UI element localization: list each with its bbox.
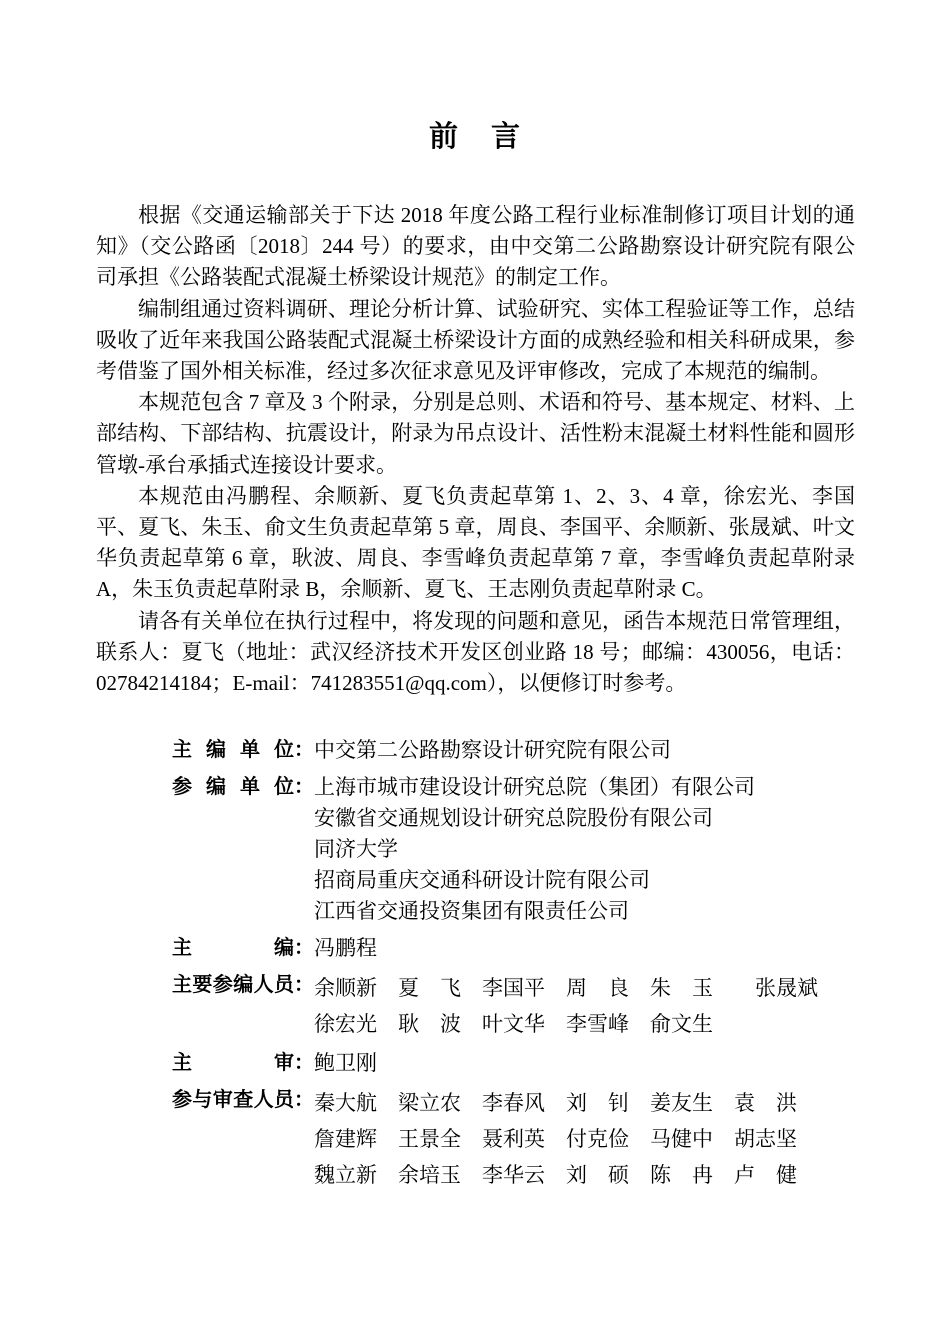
credit-colon: ： — [294, 739, 314, 762]
credit-colon: ： — [294, 1089, 314, 1112]
credit-line: 同济大学 — [314, 837, 398, 862]
credit-row-main-contributors — [172, 970, 855, 1042]
credit-colon: ： — [294, 776, 314, 799]
credit-row-chief-editing-unit — [172, 735, 855, 766]
credit-label-chief-reviewer: 主审 — [172, 1052, 294, 1075]
credit-label-chief-editing-unit: 主编单位 — [172, 739, 294, 762]
credit-line: 江西省交通投资集团有限责任公司 — [314, 899, 629, 924]
page-title: 前 言 — [428, 121, 522, 153]
credit-line: 鲍卫刚 — [314, 1051, 377, 1076]
credit-value-chief-reviewer — [314, 1048, 855, 1079]
credit-row-participating-units — [172, 772, 855, 927]
body-paragraph-2: 编制组通过资料调研、理论分析计算、试验研究、实体工程验证等工作，总结吸收了近年来我国公路装配式混凝土桥梁设计方面的成熟经验和相关科研成果，参考借鉴了国外相关标准，经过多次征求意见及评审修改，完成了本规范的编制。 — [96, 296, 855, 384]
credit-value-participating-units — [314, 772, 855, 927]
credit-line: 中交第二公路勘察设计研究院有限公司 — [314, 738, 671, 763]
credit-line: 招商局重庆交通科研设计院有限公司 — [314, 868, 650, 893]
credit-colon: ： — [294, 1052, 314, 1075]
credit-value-chief-editor — [314, 933, 855, 964]
credit-value-chief-editing-unit — [314, 735, 855, 766]
credit-colon: ： — [294, 974, 314, 997]
credit-value-review-participants — [314, 1085, 855, 1193]
credit-line: 秦大航 梁立农 李春风 刘 钊 姜友生 袁 洪 — [314, 1091, 797, 1116]
credit-line: 安徽省交通规划设计研究总院股份有限公司 — [314, 806, 713, 831]
credit-line: 魏立新 余培玉 李华云 刘 硕 陈 冉 卢 健 — [314, 1163, 797, 1188]
body-paragraph-3: 本规范包含 7 章及 3 个附录，分别是总则、术语和符号、基本规定、材料、上部结构、下部结构、抗震设计，附录为吊点设计、活性粉末混凝土材料性能和圆形管墩-承台承插式连接设计要求。 — [96, 390, 855, 477]
credit-row-review-participants — [172, 1085, 855, 1193]
body-paragraph-5: 请各有关单位在执行过程中，将发现的问题和意见，函告本规范日常管理组，联系人：夏飞（地址：武汉经济技术开发区创业路 18 号；邮编：430056，电话：02784214184；E-mail：741283551@qq.com），以便修订时参考。 — [96, 608, 855, 696]
credit-line: 余顺新 夏 飞 李国平 周 良 朱 玉 张晟斌 — [314, 976, 818, 1001]
credit-label-participating-units: 参编单位 — [172, 776, 294, 799]
credit-line: 徐宏光 耿 波 叶文华 李雪峰 俞文生 — [314, 1012, 713, 1037]
body-paragraph-4: 本规范由冯鹏程、余顺新、夏飞负责起草第 1、2、3、4 章，徐宏光、李国平、夏飞、朱玉、俞文生负责起草第 5 章，周良、李国平、余顺新、张晟斌、叶文华负责起草第 6 章，耿波、周良、李雪峰负责起草第 7 章，李雪峰负责起草附录 A，朱玉负责起草附录 B，余顺新、夏飞、王志刚负责起草附录 C。 — [96, 483, 855, 602]
body-paragraph-1: 根据《交通运输部关于下达 2018 年度公路工程行业标准制修订项目计划的通知》（交公路函〔2018〕244 号）的要求，由中交第二公路勘察设计研究院有限公司承担《公路装配式混凝土桥梁设计规范》的制定工作。 — [96, 203, 855, 290]
credit-value-main-contributors — [314, 970, 855, 1042]
credit-label-chief-editor: 主编 — [172, 937, 294, 960]
credit-row-chief-editor — [172, 933, 855, 964]
credit-label-main-contributors: 主要参编人员 — [172, 974, 294, 997]
credit-line: 冯鹏程 — [314, 936, 377, 961]
credit-line: 上海市城市建设设计研究总院（集团）有限公司 — [314, 775, 755, 800]
credits-section — [96, 735, 855, 1193]
credit-colon: ： — [294, 937, 314, 960]
credit-label-review-participants: 参与审查人员 — [172, 1089, 294, 1112]
credit-row-chief-reviewer — [172, 1048, 855, 1079]
credit-line: 詹建辉 王景全 聂利英 付克俭 马健中 胡志坚 — [314, 1127, 797, 1152]
